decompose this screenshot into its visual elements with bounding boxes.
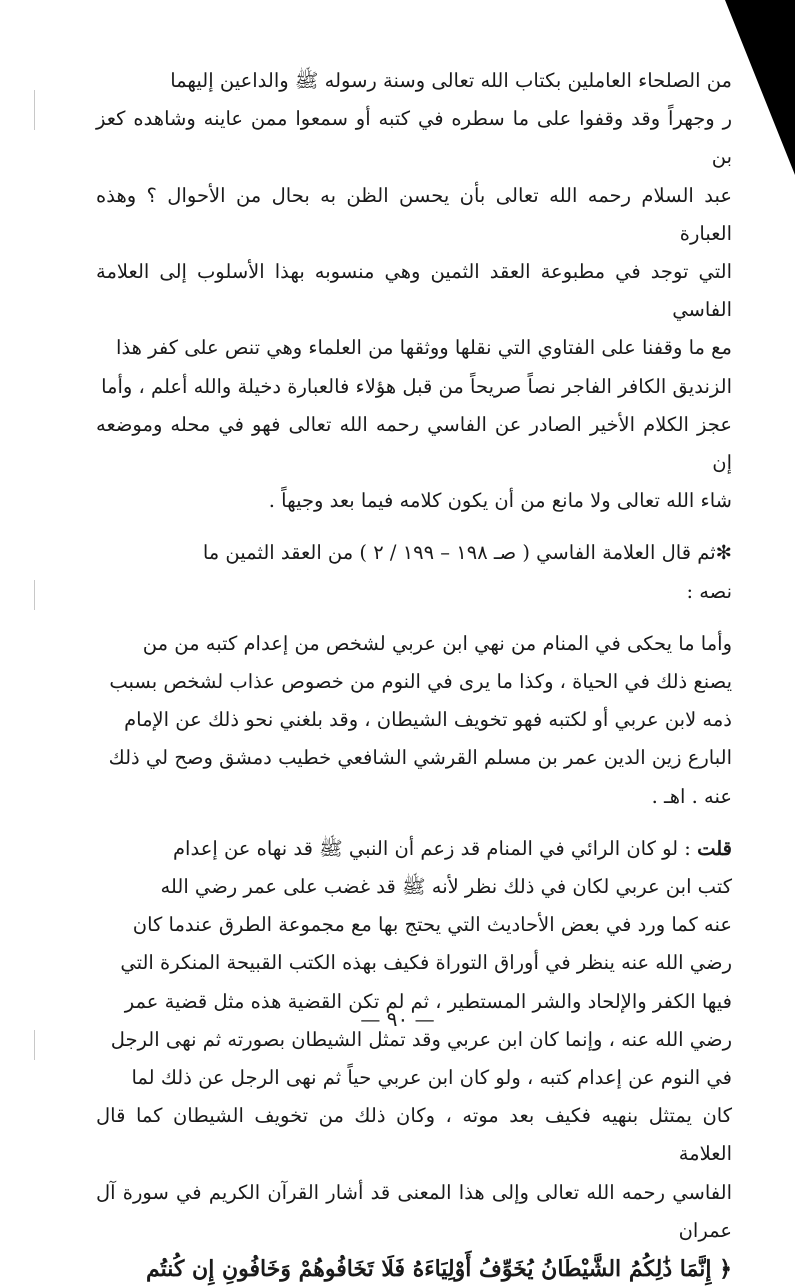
paragraph-2 (96, 534, 732, 610)
text-line-rest: : لو كان الرائي في المنام قد زعم أن النبي ﷺ قد نهاه عن إعدام (172, 836, 691, 860)
text-line: نصه : (686, 579, 732, 603)
qalat-heading: قلت (697, 836, 732, 860)
text-line: مع ما وقفنا على الفتاوي التي نقلها ووثقها من العلماء وهي تنص على كفر هذا (116, 336, 732, 360)
text-line: الزنديق الكافر الفاجر نصاً صريحاً من قبل هؤلاء فالعبارة دخيلة والله أعلم ، وأما (101, 374, 732, 398)
text-line: الفاسي رحمه الله تعالى وإلى هذا المعنى قد أشار القرآن الكريم في سورة آل عمران (96, 1180, 732, 1242)
text-line: فيها الكفر والإلحاد والشر المستطير ، ثم لم تكن القضية هذه مثل قضية عمر (124, 989, 732, 1013)
text-line: يصنع ذلك في الحياة ، وكذا ما يرى في النوم من خصوص عذاب لشخص بسبب (109, 670, 732, 694)
text-line: ذمه لابن عربي أو لكتبه فهو تخويف الشيطان ، وقد بلغني نحو ذلك عن الإمام (124, 708, 732, 732)
scan-edge-mark (34, 90, 35, 130)
paragraph-1 (96, 62, 732, 520)
text-line: رضي الله عنه ينظر في أوراق التوراة فكيف بهذه الكتب القبيحة المنكرة التي (120, 951, 732, 975)
text-line: رضي الله عنه ، وإنما كان ابن عربي وقد تمثل الشيطان بصورته ثم نهى الرجل (110, 1027, 732, 1051)
text-line (96, 830, 732, 868)
commentary-paragraph (96, 830, 732, 1288)
text-line: التي توجد في مطبوعة العقد الثمين وهي منسوبه بهذا الأسلوب إلى العلامة الفاسي (96, 260, 732, 322)
text-line: شاء الله تعالى ولا مانع من أن يكون كلامه فيما بعد وجيهاً . (268, 489, 732, 513)
page-number: — ٩٠ — (360, 1007, 435, 1031)
page-body (96, 62, 732, 1288)
text-line: عنه كما ورد في بعض الأحاديث التي يحتج بها مع مجموعة الطرق عندما كان (132, 913, 732, 937)
text-line: عنه . اهـ . (651, 784, 732, 808)
text-line: ر وجهراً وقد وقفوا على ما سطره في كتبه أو سمعوا ممن عاينه وشاهده كعز بن (96, 107, 732, 169)
text-line: البارع زين الدين عمر بن مسلم القرشي الشافعي خطيب دمشق وصح لي ذلك (108, 746, 732, 770)
scan-edge-mark (34, 1030, 35, 1060)
text-line: من الصلحاء العاملين بكتاب الله تعالى وسنة رسوله ﷺ والداعين إليهما (170, 69, 732, 92)
text-line: وأما ما يحكى في المنام من نهي ابن عربي لشخص من إعدام كتبه من من (142, 631, 732, 655)
text-line: كتب ابن عربي لكان في ذلك نظر لأنه ﷺ قد غضب على عمر رضي الله (160, 875, 732, 899)
text-line: عبد السلام رحمه الله تعالى بأن يحسن الظن به بحال من الأحوال ؟ وهذه العبارة (96, 183, 732, 245)
text-line: ✻ثم قال العلامة الفاسي ( صـ ١٩٨ – ١٩٩ / ٢ ) من العقد الثمين ما (202, 541, 732, 565)
quran-verse: ﴿ إِنَّمَا ذَٰلِكُمُ الشَّيْطَانُ يُخَوِّفُ أَوْلِيَاءَهُ فَلَا تَخَافُوهُمْ وَخَافُونِ إِن كُنتُم (146, 1256, 732, 1283)
text-line: في النوم عن إعدام كتبه ، ولو كان ابن عربي حياً ثم نهى الرجل عن ذلك لما (131, 1066, 732, 1090)
page-corner-shadow (725, 0, 795, 175)
quote-paragraph (96, 625, 732, 816)
text-line: كان يمتثل بنهيه فكيف بعد موته ، وكان ذلك من تخويف الشيطان كما قال العلامة (96, 1104, 732, 1166)
text-line: عجز الكلام الأخير الصادر عن الفاسي رحمه الله تعالى فهو في محله وموضعه إن (96, 412, 732, 475)
scan-edge-mark (34, 580, 35, 610)
